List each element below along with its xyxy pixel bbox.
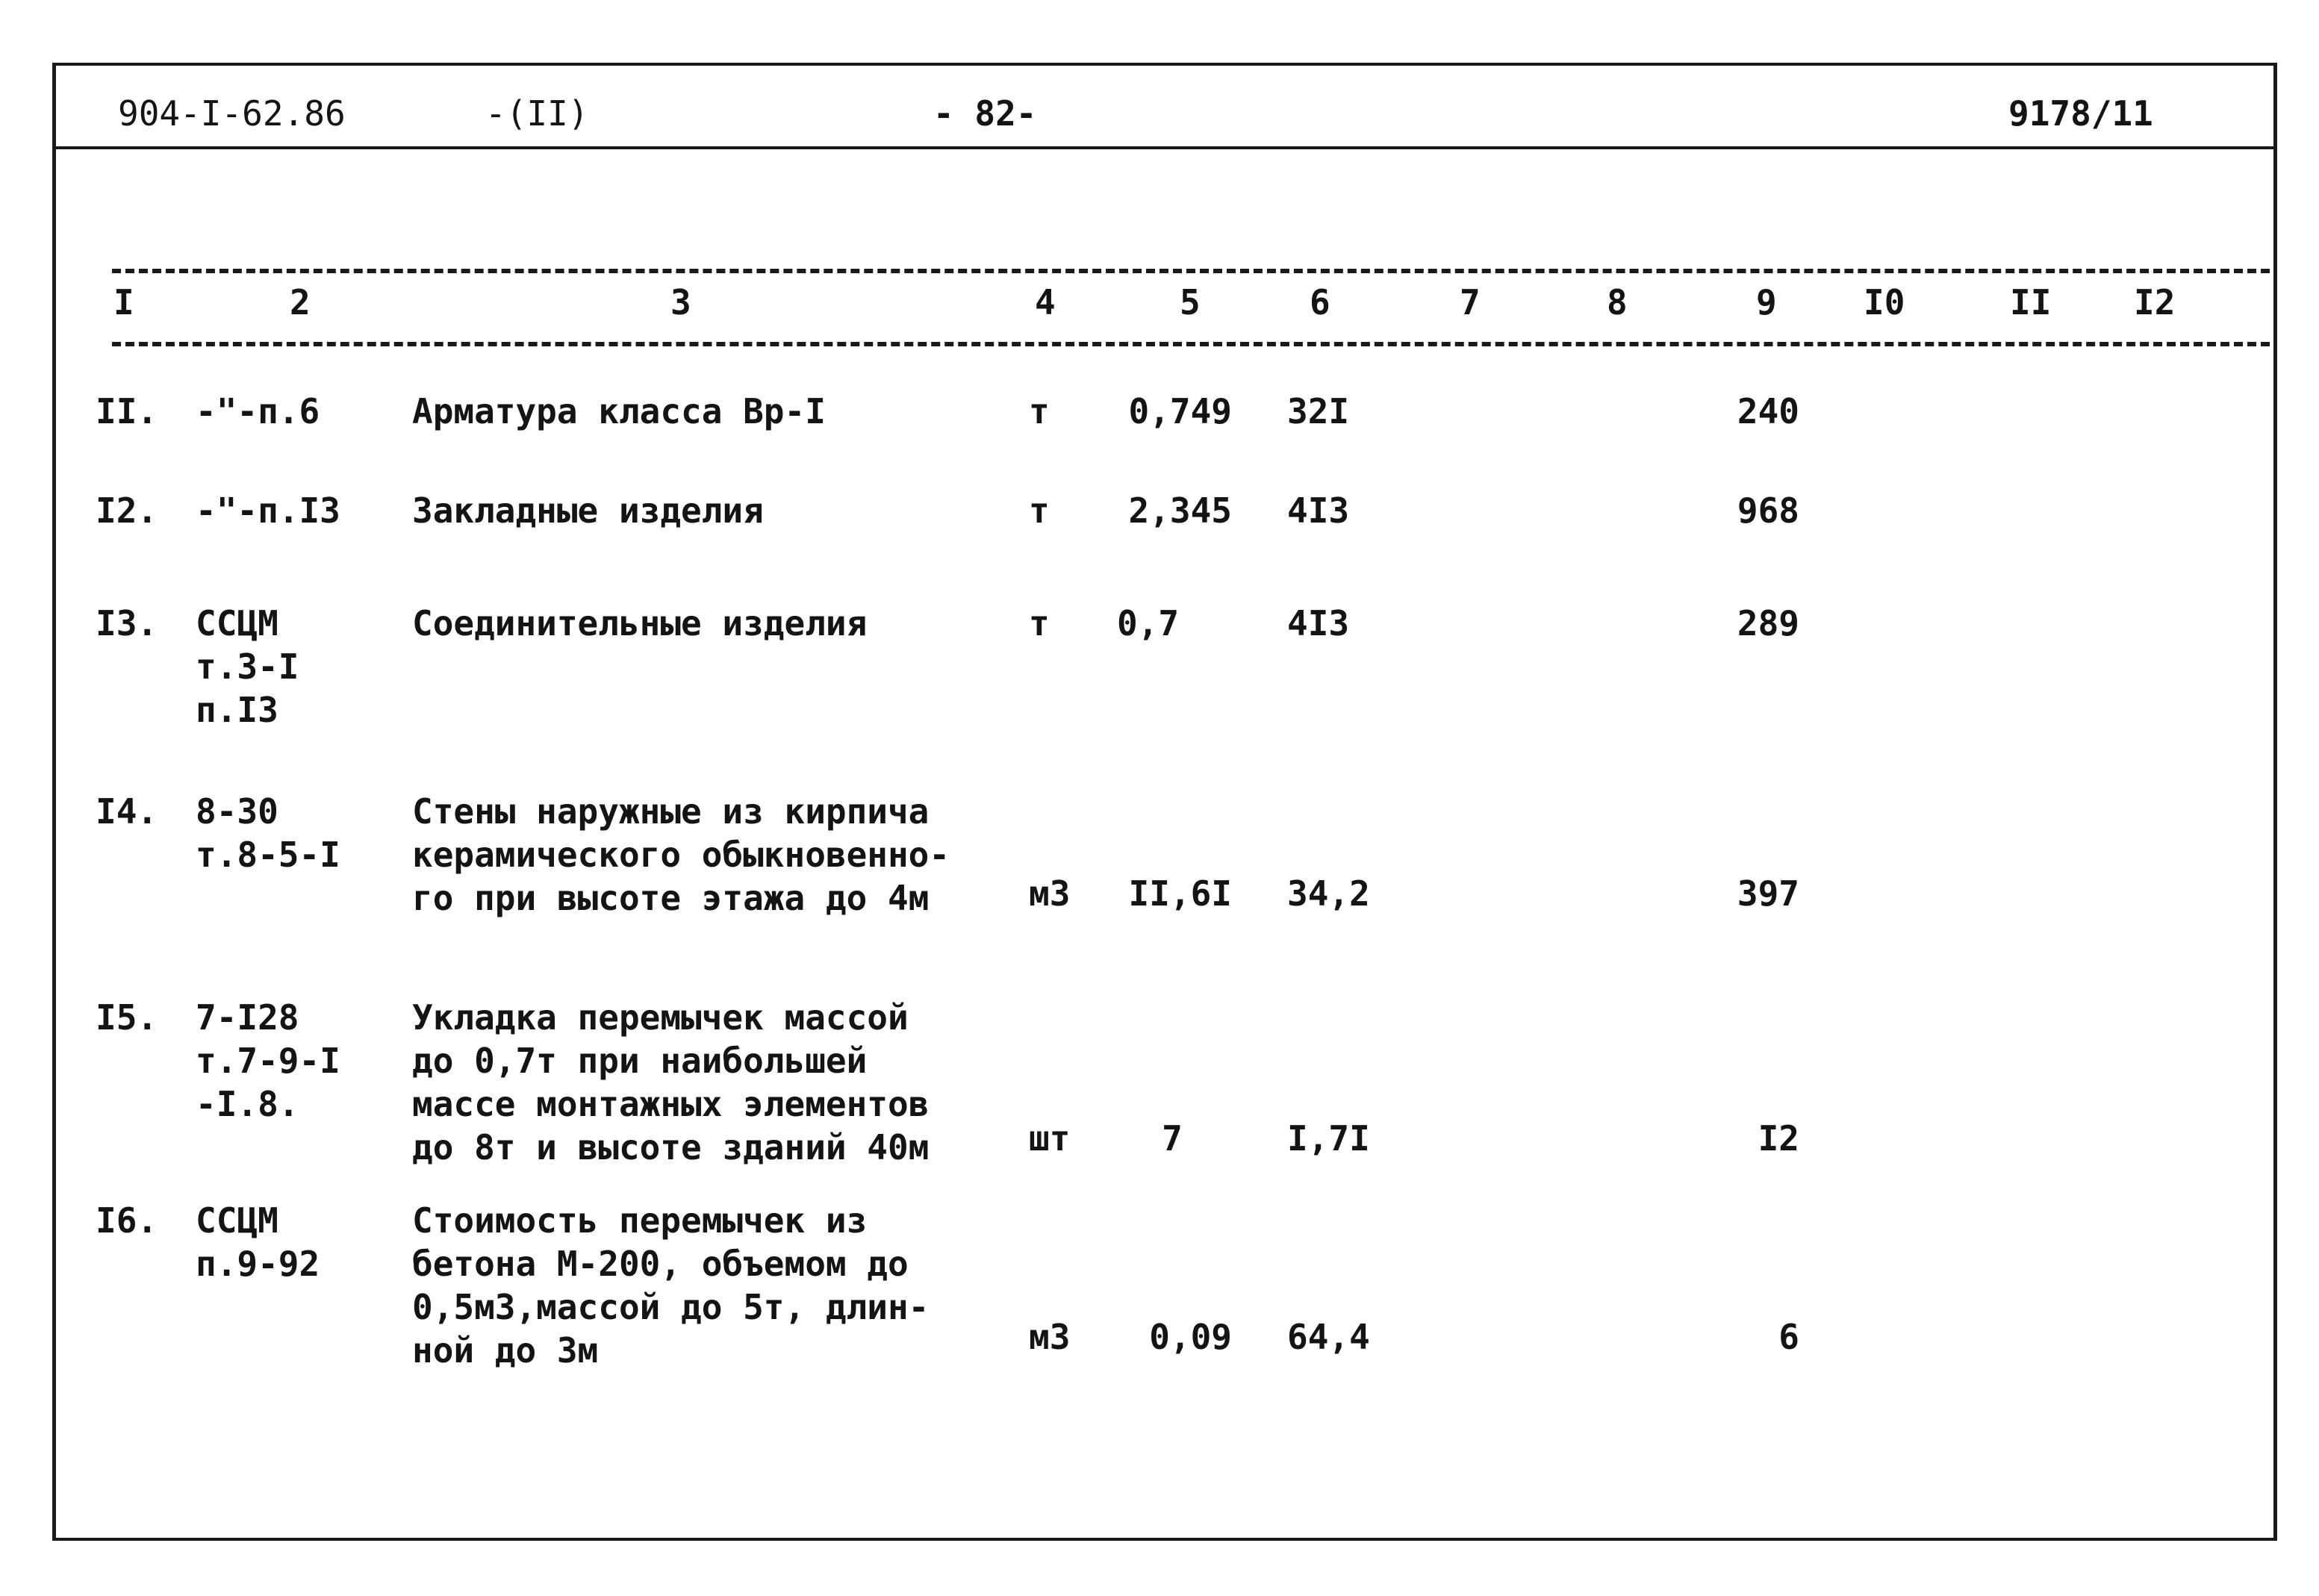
column-header-7: 7: [1460, 282, 1481, 322]
row-number: II.: [96, 391, 158, 431]
row-unit-price: 32I: [1287, 391, 1350, 431]
row-quantity: 0,09: [1149, 1317, 1232, 1357]
row-quantity: 0,749: [1128, 391, 1232, 431]
row-quantity: II,6I: [1128, 873, 1232, 914]
column-header-8: 8: [1607, 282, 1628, 322]
column-header-6: 6: [1310, 282, 1330, 322]
row-total: 397: [1737, 873, 1799, 914]
page-number: - 82-: [933, 93, 1037, 134]
row-quantity: 0,7: [1117, 603, 1180, 643]
row-unit: т: [1029, 391, 1050, 431]
column-header-9: 9: [1756, 282, 1777, 322]
row-reference: 7-I28 т.7-9-I -I.8.: [196, 997, 340, 1124]
row-unit: м3: [1029, 873, 1071, 914]
column-header-3: 3: [670, 282, 691, 322]
column-header-11: II: [2010, 282, 2052, 322]
column-header-12: I2: [2134, 282, 2176, 322]
row-unit-price: 4I3: [1287, 490, 1350, 531]
row-description: Укладка перемычек массой до 0,7т при наибольшей массе монтажных элементов до 8т и высоте зданий 40м: [412, 997, 930, 1168]
doc-code: 904-I-62.86: [118, 93, 346, 134]
row-description: Стоимость перемычек из бетона М-200, объемом до 0,5м3,массой до 5т, длин- ной до 3м: [412, 1200, 930, 1371]
column-header-10: I0: [1864, 282, 1905, 322]
row-total: 968: [1737, 490, 1799, 531]
column-header-1: I: [113, 282, 134, 322]
row-unit: т: [1029, 603, 1050, 643]
row-description: Закладные изделия: [412, 490, 764, 531]
sheet-number: 9178/11: [2008, 93, 2153, 134]
row-number: I2.: [96, 490, 158, 531]
row-unit-price: 4I3: [1287, 603, 1350, 643]
row-unit-price: 34,2: [1287, 873, 1370, 914]
row-total: 240: [1737, 391, 1799, 431]
row-number: I6.: [96, 1200, 158, 1241]
row-description: Соединительные изделия: [412, 603, 868, 643]
row-quantity: 2,345: [1128, 490, 1232, 531]
row-reference: 8-30 т.8-5-I: [196, 791, 340, 875]
row-unit: т: [1029, 490, 1050, 531]
section-number: -(II): [485, 93, 589, 134]
column-header-2: 2: [290, 282, 311, 322]
row-total: I2: [1758, 1118, 1799, 1159]
row-reference: ССЦМ п.9-92: [196, 1200, 320, 1284]
header-top-dashes: [112, 269, 2270, 273]
row-unit-price: 64,4: [1287, 1317, 1370, 1357]
row-unit-price: I,7I: [1287, 1118, 1370, 1159]
row-reference: -"-п.I3: [196, 490, 340, 531]
header-bottom-dashes: [112, 342, 2270, 346]
row-number: I3.: [96, 603, 158, 643]
row-total: 289: [1737, 603, 1799, 643]
header-rule: [52, 146, 2277, 149]
row-reference: ССЦМ т.3-I п.I3: [196, 603, 299, 730]
column-header-4: 4: [1035, 282, 1056, 322]
row-reference: -"-п.6: [196, 391, 320, 431]
column-header-5: 5: [1180, 282, 1201, 322]
row-number: I4.: [96, 791, 158, 832]
row-total: 6: [1778, 1317, 1799, 1357]
row-description: Стены наружные из кирпича керамического обыкновенно- го при высоте этажа до 4м: [412, 791, 950, 918]
row-quantity: 7: [1162, 1118, 1183, 1159]
row-description: Арматура класса Вр-I: [412, 391, 826, 431]
row-unit: шт: [1029, 1118, 1071, 1159]
row-unit: м3: [1029, 1317, 1071, 1357]
row-number: I5.: [96, 997, 158, 1038]
